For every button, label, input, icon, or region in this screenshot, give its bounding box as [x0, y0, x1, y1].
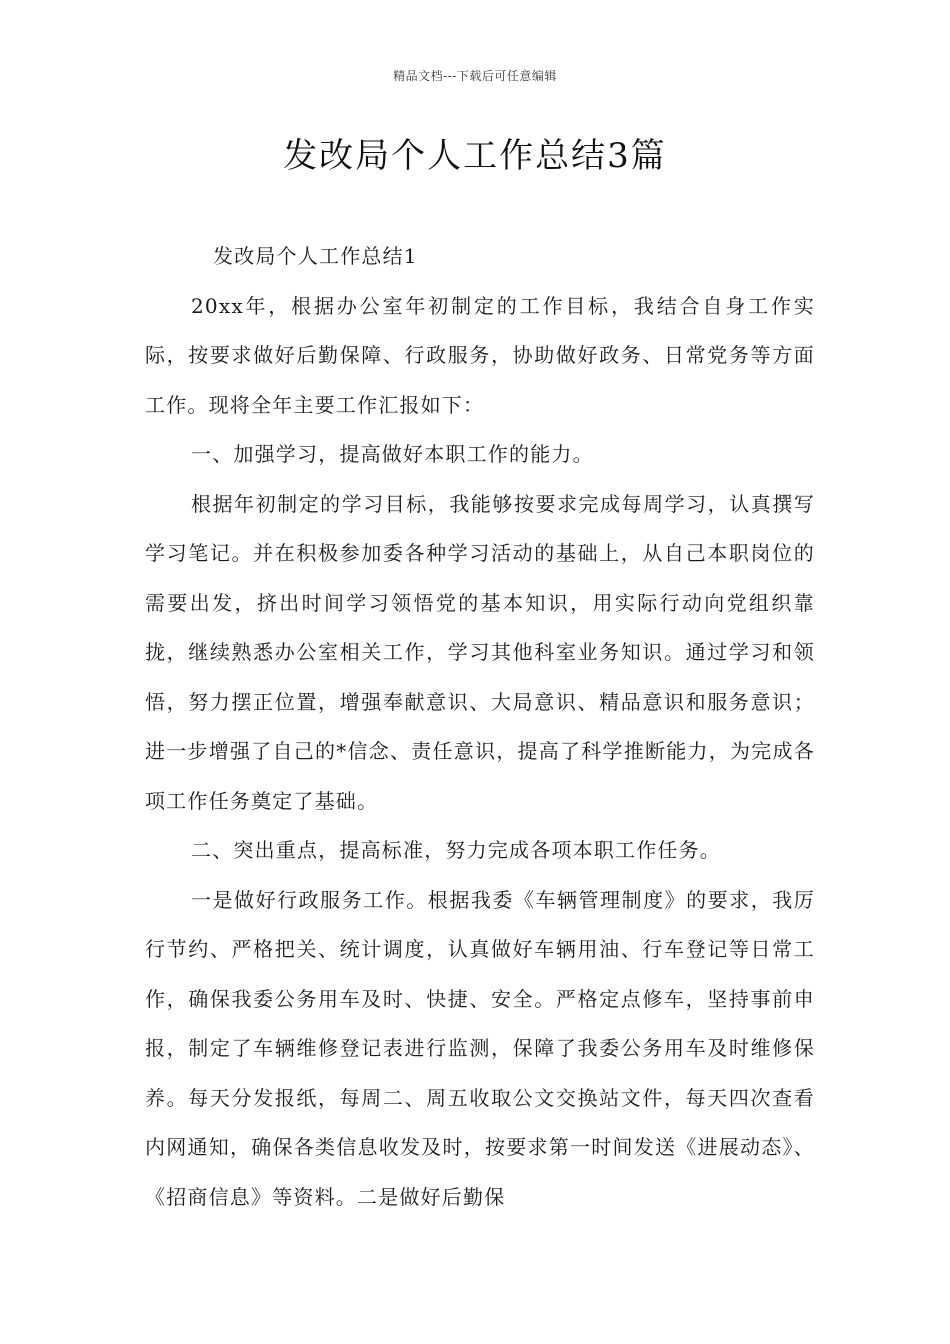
- paragraph: 一、加强学习，提高做好本职工作的能力。: [191, 442, 594, 466]
- document-body: [145, 232, 815, 1222]
- paragraph: 二、突出重点，提高标准，努力完成各项本职工作任务。: [191, 838, 721, 862]
- document-title: 发改局个人工作总结3篇: [283, 136, 667, 176]
- paragraph: 一是做好行政服务工作。根据我委《车辆管理制度》的要求，我厉行节约、严格把关、统计调度，认真做好车辆用油、行车登记等日常工作，确保我委公务用车及时、快捷、安全。严格定点修车，坚持事前申报，制定了车辆维修登记表进行监测，保障了我委公务用车及时维修保养。每天分发报纸，每周二、周五收取公文交换站文件，每天四次查看内网通知，确保各类信息收发及时，按要求第一时间发送《进展动态》、《招商信息》等资料。二是做好后勤保: [145, 887, 815, 1209]
- header-note: 精品文档---下载后可任意编辑: [393, 69, 557, 83]
- paragraph: 根据年初制定的学习目标，我能够按要求完成每周学习，认真撰写学习笔记。并在积极参加委各种学习活动的基础上，从自己本职岗位的需要出发，挤出时间学习领悟党的基本知识，用实际行动向党组织靠拢，继续熟悉办公室相关工作，学习其他科室业务知识。通过学习和领悟，努力摆正位置，增强奉献意识、大局意识、精品意识和服务意识；进一步增强了自己的*信念、责任意识，提高了科学推断能力，为完成各项工作任务奠定了基础。: [145, 491, 815, 813]
- section-heading: 发改局个人工作总结1: [213, 244, 418, 268]
- paragraph: 20xx年，根据办公室年初制定的工作目标，我结合自身工作实际，按要求做好后勤保障、行政服务，协助做好政务、日常党务等方面工作。现将全年主要工作汇报如下：: [145, 293, 815, 417]
